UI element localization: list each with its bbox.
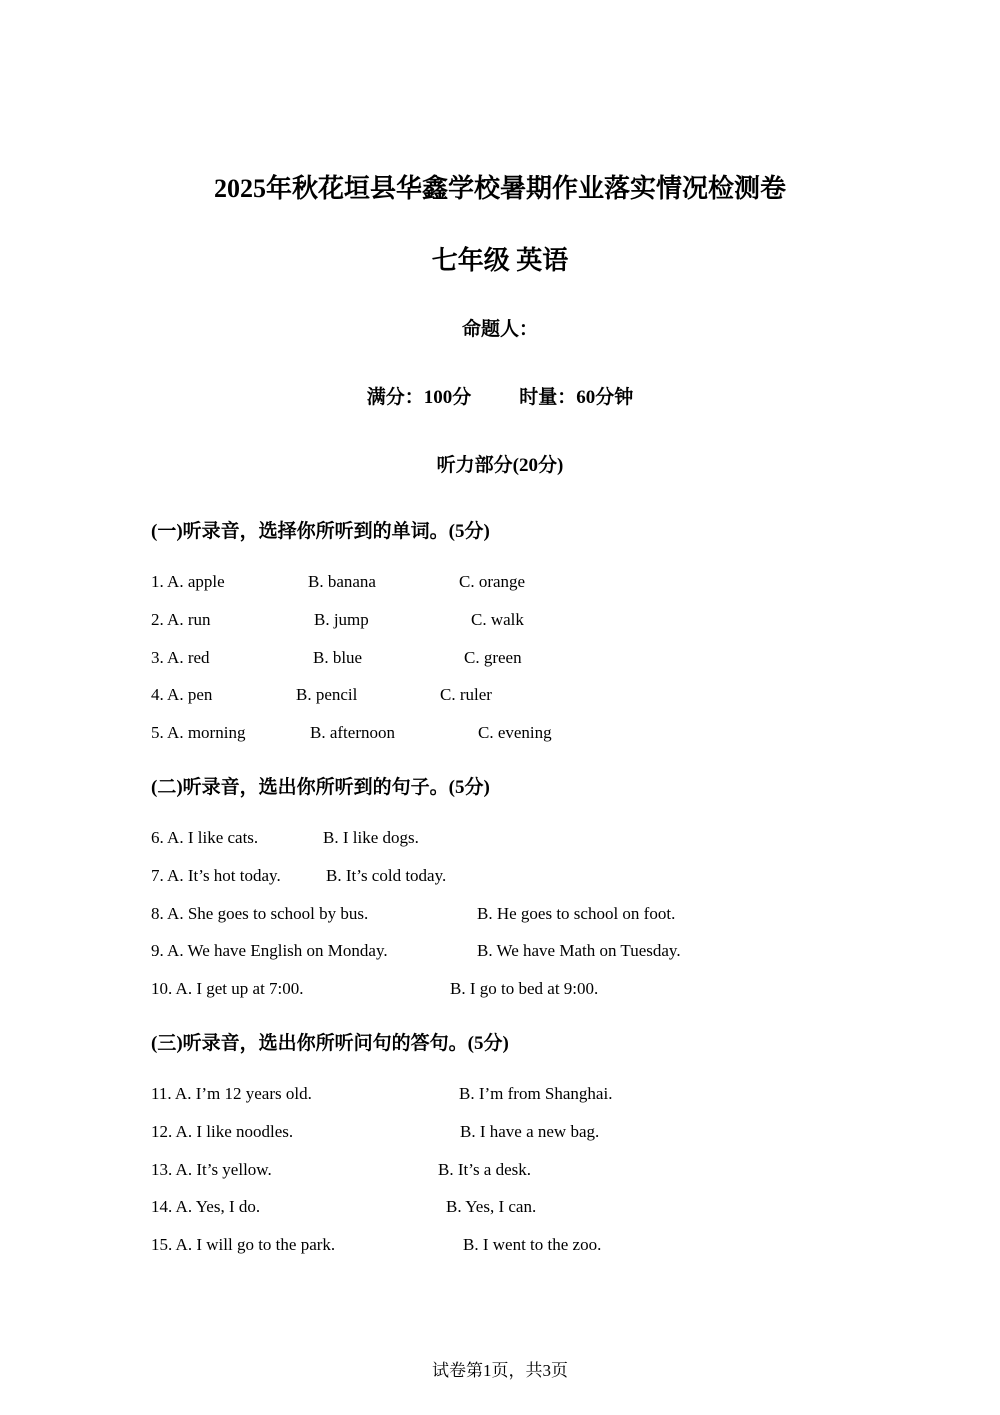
question-3 (151, 648, 522, 668)
section-heading-1: (一)听录音，选择你所听到的单词。(5分) (151, 521, 490, 542)
option-b: B. It’s a desk. (438, 1160, 532, 1179)
option-b: B. It’s cold today. (326, 866, 447, 885)
part-title: 听力部分(20分) (436, 455, 564, 476)
question-9 (151, 941, 681, 961)
option-a: 13. A. It’s yellow. (151, 1160, 272, 1179)
option-b: B. I’m from Shanghai. (459, 1084, 613, 1103)
option-a: 5. A. morning (151, 723, 246, 742)
option-a: 2. A. run (151, 610, 211, 629)
option-a: 6. A. I like cats. (151, 828, 259, 847)
option-a: 8. A. She goes to school by bus. (151, 904, 369, 923)
exam-subtitle: 七年级 英语 (431, 246, 569, 275)
question-4 (151, 685, 492, 705)
option-c: C. walk (471, 610, 524, 629)
option-b: B. I go to bed at 9:00. (450, 979, 599, 998)
option-b: B. Yes, I can. (446, 1197, 537, 1216)
option-b: B. I have a new bag. (460, 1122, 600, 1141)
option-a: 3. A. red (151, 648, 210, 667)
section-heading-2: (二)听录音，选出你所听到的句子。(5分) (151, 777, 490, 798)
option-a: 14. A. Yes, I do. (151, 1197, 261, 1216)
option-a: 12. A. I like noodles. (151, 1122, 294, 1141)
question-2 (151, 610, 524, 630)
option-b: B. jump (314, 610, 369, 629)
option-a: 15. A. I will go to the park. (151, 1235, 336, 1254)
option-b: B. I went to the zoo. (463, 1235, 602, 1254)
option-c: C. green (464, 648, 522, 667)
score-time-line (0, 382, 1000, 409)
option-b: B. banana (308, 572, 376, 591)
question-13 (151, 1160, 532, 1180)
option-a: 4. A. pen (151, 685, 213, 704)
option-c: C. orange (459, 572, 526, 591)
question-10 (151, 979, 599, 999)
option-b: B. pencil (296, 685, 358, 704)
option-c: C. ruler (440, 685, 492, 704)
full-score: 满分：100分 (366, 387, 472, 408)
option-b: B. afternoon (310, 723, 395, 742)
exam-title: 2025年秋花垣县华鑫学校暑期作业落实情况检测卷 (213, 174, 786, 203)
option-a: 1. A. apple (151, 572, 225, 591)
option-b: B. We have Math on Tuesday. (477, 941, 681, 960)
author-label: 命题人： (461, 319, 538, 340)
option-b: B. blue (313, 648, 363, 667)
question-15 (151, 1235, 602, 1255)
option-a: 9. A. We have English on Monday. (151, 941, 388, 960)
question-12 (151, 1122, 600, 1142)
question-5 (151, 723, 552, 743)
option-a: 7. A. It’s hot today. (151, 866, 281, 885)
question-11 (151, 1084, 613, 1104)
option-b: B. I like dogs. (323, 828, 419, 847)
question-7 (151, 866, 447, 886)
option-b: B. He goes to school on foot. (477, 904, 676, 923)
question-1 (151, 572, 526, 592)
question-6 (151, 828, 419, 848)
question-14 (151, 1197, 537, 1217)
time-limit: 时量：60分钟 (519, 387, 634, 408)
option-a: 11. A. I’m 12 years old. (151, 1084, 312, 1103)
option-c: C. evening (478, 723, 552, 742)
option-a: 10. A. I get up at 7:00. (151, 979, 304, 998)
question-8 (151, 904, 676, 924)
page-footer: 试卷第1页，共3页 (432, 1361, 568, 1380)
section-heading-3: (三)听录音，选出你所听问句的答句。(5分) (151, 1033, 509, 1054)
